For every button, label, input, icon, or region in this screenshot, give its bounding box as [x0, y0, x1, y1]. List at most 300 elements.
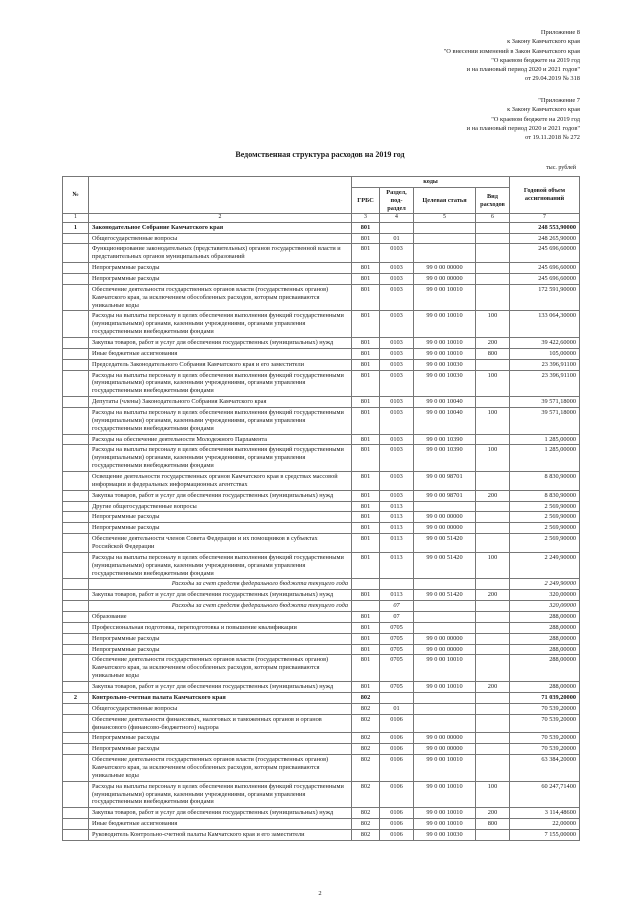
appendix-line: от 19.11.2018 № 272 [525, 134, 580, 142]
row-razdel-cell: 0705 [380, 644, 414, 655]
row-target-cell: 99 0 00 10040 [414, 408, 476, 435]
row-sum-cell: 39 422,60000 [510, 337, 580, 348]
row-target-cell [414, 601, 476, 612]
row-name-cell: Освещение деятельности государственных органов Камчатского края в средствах массовой информации и федеральных информационных агентствах [89, 472, 352, 491]
row-vid-cell [476, 655, 510, 682]
row-sum-cell: 2 249,90000 [510, 579, 580, 590]
row-target-cell: 99 0 00 10010 [414, 284, 476, 311]
row-grbs-cell: 801 [352, 397, 380, 408]
row-grbs-cell: 801 [352, 490, 380, 501]
row-name-cell: Другие общегосударственные вопросы [89, 501, 352, 512]
row-sum-cell: 248 265,90000 [510, 233, 580, 244]
row-target-cell: 99 0 00 00000 [414, 633, 476, 644]
row-target-cell: 99 0 00 00000 [414, 733, 476, 744]
appendix-line: и на плановый период 2020 и 2021 годов" [466, 66, 580, 74]
row-razdel-cell: 0113 [380, 552, 414, 579]
row-num-cell [63, 703, 89, 714]
row-grbs-cell: 801 [352, 644, 380, 655]
row-sum-cell: 2 569,90000 [510, 501, 580, 512]
row-target-cell [414, 244, 476, 263]
row-sum-cell: 71 039,20000 [510, 692, 580, 703]
row-target-cell: 99 0 00 51420 [414, 552, 476, 579]
row-razdel-cell: 0705 [380, 655, 414, 682]
row-grbs-cell: 802 [352, 755, 380, 782]
row-num-cell [63, 781, 89, 808]
table-row [63, 490, 580, 501]
row-target-cell [414, 692, 476, 703]
row-sum-cell: 1 285,00000 [510, 445, 580, 472]
row-target-cell [414, 501, 476, 512]
row-sum-cell: 70 539,20000 [510, 703, 580, 714]
row-num-cell [63, 733, 89, 744]
table-row [63, 733, 580, 744]
row-name-cell: Расходы на выплаты персоналу в целях обеспечения выполнения функций государственными (муниципальными) органами, казенными учреждениями, органами управления государственными внебюджетными фондами [89, 370, 352, 397]
row-name-cell: Обеспечение деятельности государственных органов власти (государственных органов) Камчатского края, за исключением обособленных расходов, которым присваиваются уникальные коды [89, 284, 352, 311]
row-vid-cell: 100 [476, 781, 510, 808]
row-target-cell: 99 0 00 10010 [414, 337, 476, 348]
table-row [63, 552, 580, 579]
row-vid-cell [476, 512, 510, 523]
row-vid-cell [476, 733, 510, 744]
row-razdel-cell: 0103 [380, 397, 414, 408]
row-vid-cell [476, 714, 510, 733]
column-number: 3 [352, 214, 380, 222]
row-razdel-cell: 0106 [380, 819, 414, 830]
row-vid-cell [476, 703, 510, 714]
row-razdel-cell [380, 222, 414, 233]
appendix-line: к Закону Камчатского края [507, 38, 580, 46]
row-vid-cell: 200 [476, 490, 510, 501]
row-name-cell: Контрольно-счетная палата Камчатского края [89, 692, 352, 703]
row-sum-cell: 3 114,48600 [510, 808, 580, 819]
row-num-cell [63, 744, 89, 755]
row-grbs-cell: 801 [352, 359, 380, 370]
row-num-cell [63, 434, 89, 445]
row-name-cell: Председатель Законодательного Собрания Камчатского края и его заместители [89, 359, 352, 370]
row-grbs-cell: 802 [352, 714, 380, 733]
row-name-cell: Расходы на выплаты персоналу в целях обеспечения выполнения функций государственными (муниципальными) органами, казенными учреждениями, органами управления государственными внебюджетными фондами [89, 311, 352, 338]
row-name-cell: Расходы на выплаты персоналу в целях обеспечения выполнения функций государственными (муниципальными) органами, казенными учреждениями, органами управления государственными внебюджетными фондами [89, 552, 352, 579]
header-grbs: ГРБС [352, 187, 380, 214]
row-grbs-cell: 801 [352, 534, 380, 553]
row-sum-cell: 70 539,20000 [510, 714, 580, 733]
row-vid-cell [476, 284, 510, 311]
units-label: тыс. рублей [546, 165, 576, 171]
row-vid-cell [476, 612, 510, 623]
row-name-cell: Образование [89, 612, 352, 623]
row-target-cell [414, 612, 476, 623]
column-number: 7 [510, 214, 580, 222]
row-target-cell [414, 622, 476, 633]
row-target-cell [414, 703, 476, 714]
row-vid-cell [476, 755, 510, 782]
row-name-cell: Обеспечение деятельности членов Совета Федерации и их помощников в субъектах Российской Федерации [89, 534, 352, 553]
row-sum-cell: 23 396,91100 [510, 359, 580, 370]
row-sum-cell: 105,00000 [510, 348, 580, 359]
row-target-cell: 99 0 00 10040 [414, 397, 476, 408]
row-num-cell [63, 644, 89, 655]
row-grbs-cell: 801 [352, 273, 380, 284]
row-target-cell: 99 0 00 10010 [414, 755, 476, 782]
header-number: № [63, 177, 89, 214]
table-row [63, 601, 580, 612]
row-target-cell: 99 0 00 98701 [414, 472, 476, 491]
row-num-cell [63, 622, 89, 633]
row-razdel-cell: 0113 [380, 534, 414, 553]
row-name-cell: Обеспечение деятельности государственных органов власти (государственных органов) Камчатского края, за исключением обособленных расходов, которым присваиваются уникальные коды [89, 755, 352, 782]
row-target-cell: 99 0 00 10390 [414, 434, 476, 445]
row-sum-cell: 63 384,20000 [510, 755, 580, 782]
row-num-cell [63, 590, 89, 601]
row-razdel-cell: 0103 [380, 490, 414, 501]
table-row [63, 359, 580, 370]
row-grbs-cell: 801 [352, 501, 380, 512]
row-vid-cell [476, 434, 510, 445]
row-razdel-cell: 01 [380, 233, 414, 244]
row-razdel-cell: 0106 [380, 755, 414, 782]
table-row [63, 284, 580, 311]
row-target-cell: 99 0 00 10390 [414, 445, 476, 472]
header-vid: Вид расходов [476, 187, 510, 214]
row-razdel-cell: 0106 [380, 781, 414, 808]
row-target-cell: 99 0 00 10010 [414, 348, 476, 359]
table-row [63, 273, 580, 284]
row-vid-cell: 800 [476, 348, 510, 359]
row-razdel-cell: 0103 [380, 445, 414, 472]
row-num-cell [63, 633, 89, 644]
row-vid-cell [476, 633, 510, 644]
row-vid-cell: 200 [476, 590, 510, 601]
row-name-cell: Депутаты (члены) Законодательного Собрания Камчатского края [89, 397, 352, 408]
row-razdel-cell: 0113 [380, 501, 414, 512]
row-name-cell: Функционирование законодательных (представительных) органов государственной власти и представительных органов муниципальных образований [89, 244, 352, 263]
row-sum-cell: 2 569,90000 [510, 512, 580, 523]
table-row [63, 682, 580, 693]
row-vid-cell [476, 622, 510, 633]
row-razdel-cell: 0103 [380, 244, 414, 263]
row-target-cell: 99 0 00 98701 [414, 490, 476, 501]
row-num-cell [63, 370, 89, 397]
row-vid-cell [476, 829, 510, 840]
row-razdel-cell: 0113 [380, 523, 414, 534]
row-sum-cell: 288,00000 [510, 633, 580, 644]
row-sum-cell: 7 155,00000 [510, 829, 580, 840]
row-num-cell [63, 233, 89, 244]
row-sum-cell: 288,00000 [510, 622, 580, 633]
row-razdel-cell: 0103 [380, 434, 414, 445]
row-sum-cell: 245 696,60000 [510, 273, 580, 284]
appendix-7-block [467, 96, 580, 142]
row-num-cell [63, 655, 89, 682]
row-vid-cell: 100 [476, 311, 510, 338]
appendix-line: и на плановый период 2020 и 2021 годов" [466, 124, 580, 132]
row-grbs-cell: 801 [352, 284, 380, 311]
row-sum-cell: 8 830,90000 [510, 472, 580, 491]
row-vid-cell [476, 233, 510, 244]
table-row [63, 829, 580, 840]
row-num-cell [63, 445, 89, 472]
row-razdel-cell: 0113 [380, 590, 414, 601]
row-grbs-cell: 801 [352, 370, 380, 397]
row-target-cell: 99 0 00 10030 [414, 359, 476, 370]
appendix-line: "О краевом бюджете на 2019 год [491, 115, 580, 123]
row-num-cell [63, 682, 89, 693]
row-razdel-cell: 0113 [380, 512, 414, 523]
row-vid-cell [476, 472, 510, 491]
row-vid-cell [476, 273, 510, 284]
row-target-cell: 99 0 00 10030 [414, 370, 476, 397]
row-vid-cell: 200 [476, 682, 510, 693]
row-name-cell: Законодательное Собрание Камчатского края [89, 222, 352, 233]
row-num-cell [63, 755, 89, 782]
row-vid-cell [476, 744, 510, 755]
row-grbs-cell: 801 [352, 655, 380, 682]
row-name-cell: Непрограммные расходы [89, 273, 352, 284]
table-row [63, 445, 580, 472]
row-razdel-cell: 0106 [380, 744, 414, 755]
row-sum-cell: 2 569,90000 [510, 523, 580, 534]
row-sum-cell: 288,00000 [510, 644, 580, 655]
row-sum-cell: 288,00000 [510, 612, 580, 623]
row-num-cell [63, 348, 89, 359]
column-number: 4 [380, 214, 414, 222]
row-razdel-cell: 0103 [380, 370, 414, 397]
row-num-cell [63, 273, 89, 284]
row-num-cell [63, 512, 89, 523]
table-row [63, 633, 580, 644]
table-row [63, 501, 580, 512]
row-sum-cell: 8 830,90000 [510, 490, 580, 501]
row-name-cell: Расходы на выплаты персоналу в целях обеспечения выполнения функций государственными (муниципальными) органами, казенными учреждениями, органами управления государственными внебюджетными фондами [89, 445, 352, 472]
row-razdel-cell: 0103 [380, 284, 414, 311]
row-razdel-cell: 0705 [380, 682, 414, 693]
table-row [63, 714, 580, 733]
row-sum-cell: 245 696,60000 [510, 263, 580, 274]
table-row [63, 348, 580, 359]
row-name-cell: Профессиональная подготовка, переподготовка и повышение квалификации [89, 622, 352, 633]
table-row [63, 808, 580, 819]
table-row [63, 222, 580, 233]
row-grbs-cell: 802 [352, 808, 380, 819]
table-row [63, 755, 580, 782]
row-name-cell: Обеспечение деятельности финансовых, налоговых и таможенных органов и органов финансового (финансово-бюджетного) надзора [89, 714, 352, 733]
table-row [63, 612, 580, 623]
page-number: 2 [318, 890, 322, 897]
row-name-cell: Закупка товаров, работ и услуг для обеспечения государственных (муниципальных) нужд [89, 490, 352, 501]
row-razdel-cell: 07 [380, 601, 414, 612]
row-grbs-cell: 801 [352, 434, 380, 445]
budget-table-container [62, 176, 579, 841]
row-grbs-cell: 801 [352, 408, 380, 435]
row-grbs-cell: 802 [352, 819, 380, 830]
table-row [63, 523, 580, 534]
row-name-cell: Непрограммные расходы [89, 523, 352, 534]
row-sum-cell: 172 591,90000 [510, 284, 580, 311]
header-codes: коды [352, 177, 510, 188]
row-target-cell: 99 0 00 51420 [414, 590, 476, 601]
row-name-cell: Иные бюджетные ассигнования [89, 819, 352, 830]
row-name-cell: Закупка товаров, работ и услуг для обеспечения государственных (муниципальных) нужд [89, 337, 352, 348]
row-target-cell [414, 233, 476, 244]
row-razdel-cell [380, 579, 414, 590]
row-num-cell [63, 284, 89, 311]
column-number: 6 [476, 214, 510, 222]
row-sum-cell: 1 285,00000 [510, 434, 580, 445]
row-grbs-cell: 801 [352, 337, 380, 348]
row-sum-cell: 2 249,90000 [510, 552, 580, 579]
appendix-line: от 29.04.2019 № 318 [524, 75, 580, 83]
row-vid-cell [476, 222, 510, 233]
row-grbs-cell: 801 [352, 512, 380, 523]
table-row [63, 744, 580, 755]
row-razdel-cell: 0705 [380, 633, 414, 644]
row-grbs-cell: 801 [352, 472, 380, 491]
row-num-cell [63, 359, 89, 370]
row-name-cell: Закупка товаров, работ и услуг для обеспечения государственных (муниципальных) нужд [89, 682, 352, 693]
row-grbs-cell: 801 [352, 348, 380, 359]
row-vid-cell [476, 244, 510, 263]
row-num-cell [63, 612, 89, 623]
row-name-cell: Расходы за счет средств федерального бюджета текущего года [89, 601, 352, 612]
row-razdel-cell: 0106 [380, 733, 414, 744]
row-sum-cell: 22,00000 [510, 819, 580, 830]
row-target-cell: 99 0 00 10010 [414, 819, 476, 830]
row-target-cell: 99 0 00 51420 [414, 534, 476, 553]
row-target-cell: 99 0 00 10030 [414, 829, 476, 840]
row-razdel-cell: 0103 [380, 337, 414, 348]
row-grbs-cell: 801 [352, 233, 380, 244]
row-grbs-cell: 801 [352, 222, 380, 233]
row-vid-cell [476, 692, 510, 703]
appendix-line: Приложение 8 [540, 29, 580, 36]
row-razdel-cell: 0103 [380, 408, 414, 435]
column-number: 1 [63, 214, 89, 222]
row-target-cell: 99 0 00 10010 [414, 311, 476, 338]
header-target: Целевая статья [414, 187, 476, 214]
table-row [63, 703, 580, 714]
header-razdel: Раздел, под-раздел [380, 187, 414, 214]
row-num-cell [63, 601, 89, 612]
row-grbs-cell: 801 [352, 523, 380, 534]
row-grbs-cell: 802 [352, 781, 380, 808]
row-vid-cell [476, 263, 510, 274]
table-body [63, 222, 580, 840]
row-sum-cell: 288,00000 [510, 655, 580, 682]
row-target-cell: 99 0 00 10010 [414, 682, 476, 693]
row-sum-cell: 23 396,91100 [510, 370, 580, 397]
row-target-cell [414, 714, 476, 733]
row-vid-cell: 100 [476, 408, 510, 435]
table-row [63, 644, 580, 655]
row-name-cell: Непрограммные расходы [89, 733, 352, 744]
row-name-cell: Расходы на выплаты персоналу в целях обеспечения выполнения функций государственными (муниципальными) органами, казенными учреждениями, органами управления государственными внебюджетными фондами [89, 408, 352, 435]
row-num-cell [63, 523, 89, 534]
row-name-cell: Непрограммные расходы [89, 263, 352, 274]
row-num-cell [63, 337, 89, 348]
table-row [63, 370, 580, 397]
table-row [63, 244, 580, 263]
row-grbs-cell: 801 [352, 311, 380, 338]
row-razdel-cell: 0103 [380, 472, 414, 491]
row-grbs-cell [352, 601, 380, 612]
row-vid-cell: 800 [476, 819, 510, 830]
row-name-cell: Непрограммные расходы [89, 512, 352, 523]
row-name-cell: Общегосударственные вопросы [89, 233, 352, 244]
appendix-line: к Закону Камчатского края [507, 106, 580, 114]
table-row [63, 819, 580, 830]
appendix-line: "О краевом бюджете на 2019 год [491, 56, 580, 64]
row-name-cell: Расходы за счет средств федерального бюджета текущего года [89, 579, 352, 590]
row-target-cell [414, 222, 476, 233]
table-row [63, 434, 580, 445]
row-vid-cell: 100 [476, 552, 510, 579]
row-grbs-cell: 801 [352, 633, 380, 644]
row-name-cell: Руководитель Контрольно-счетной палаты Камчатского края и его заместители [89, 829, 352, 840]
row-razdel-cell: 0103 [380, 273, 414, 284]
row-vid-cell: 100 [476, 370, 510, 397]
row-sum-cell: 70 539,20000 [510, 733, 580, 744]
row-num-cell [63, 490, 89, 501]
row-num-cell [63, 552, 89, 579]
header-name [89, 177, 352, 214]
row-grbs-cell: 801 [352, 552, 380, 579]
row-num-cell [63, 263, 89, 274]
row-num-cell: 2 [63, 692, 89, 703]
row-name-cell: Непрограммные расходы [89, 744, 352, 755]
row-sum-cell: 320,00000 [510, 601, 580, 612]
row-sum-cell: 133 064,30000 [510, 311, 580, 338]
row-num-cell [63, 534, 89, 553]
row-name-cell: Расходы на выплаты персоналу в целях обеспечения выполнения функций государственными (муниципальными) органами, казенными учреждениями, органами управления государственными внебюджетными фондами [89, 781, 352, 808]
table-row [63, 263, 580, 274]
row-name-cell: Непрограммные расходы [89, 633, 352, 644]
table-row [63, 534, 580, 553]
row-vid-cell [476, 579, 510, 590]
table-row [63, 781, 580, 808]
row-num-cell [63, 808, 89, 819]
row-grbs-cell: 802 [352, 829, 380, 840]
row-sum-cell: 248 553,90000 [510, 222, 580, 233]
row-razdel-cell: 0106 [380, 808, 414, 819]
table-row [63, 311, 580, 338]
row-sum-cell: 245 696,60000 [510, 244, 580, 263]
appendix-line: "Приложение 7 [538, 97, 580, 104]
row-num-cell [63, 829, 89, 840]
table-row [63, 397, 580, 408]
row-razdel-cell: 0103 [380, 359, 414, 370]
table-row [63, 408, 580, 435]
row-target-cell: 99 0 00 00000 [414, 273, 476, 284]
row-sum-cell: 70 539,20000 [510, 744, 580, 755]
table-row [63, 692, 580, 703]
row-grbs-cell: 801 [352, 445, 380, 472]
row-vid-cell [476, 397, 510, 408]
row-sum-cell: 39 571,18000 [510, 397, 580, 408]
row-target-cell: 99 0 00 00000 [414, 512, 476, 523]
row-name-cell: Общегосударственные вопросы [89, 703, 352, 714]
row-grbs-cell: 801 [352, 682, 380, 693]
row-vid-cell [476, 534, 510, 553]
row-grbs-cell: 801 [352, 263, 380, 274]
row-name-cell: Закупка товаров, работ и услуг для обеспечения государственных (муниципальных) нужд [89, 590, 352, 601]
table-row [63, 655, 580, 682]
appendix-8-block [444, 28, 580, 84]
row-num-cell [63, 311, 89, 338]
row-vid-cell [476, 523, 510, 534]
row-target-cell [414, 579, 476, 590]
row-grbs-cell: 802 [352, 703, 380, 714]
table-row [63, 337, 580, 348]
